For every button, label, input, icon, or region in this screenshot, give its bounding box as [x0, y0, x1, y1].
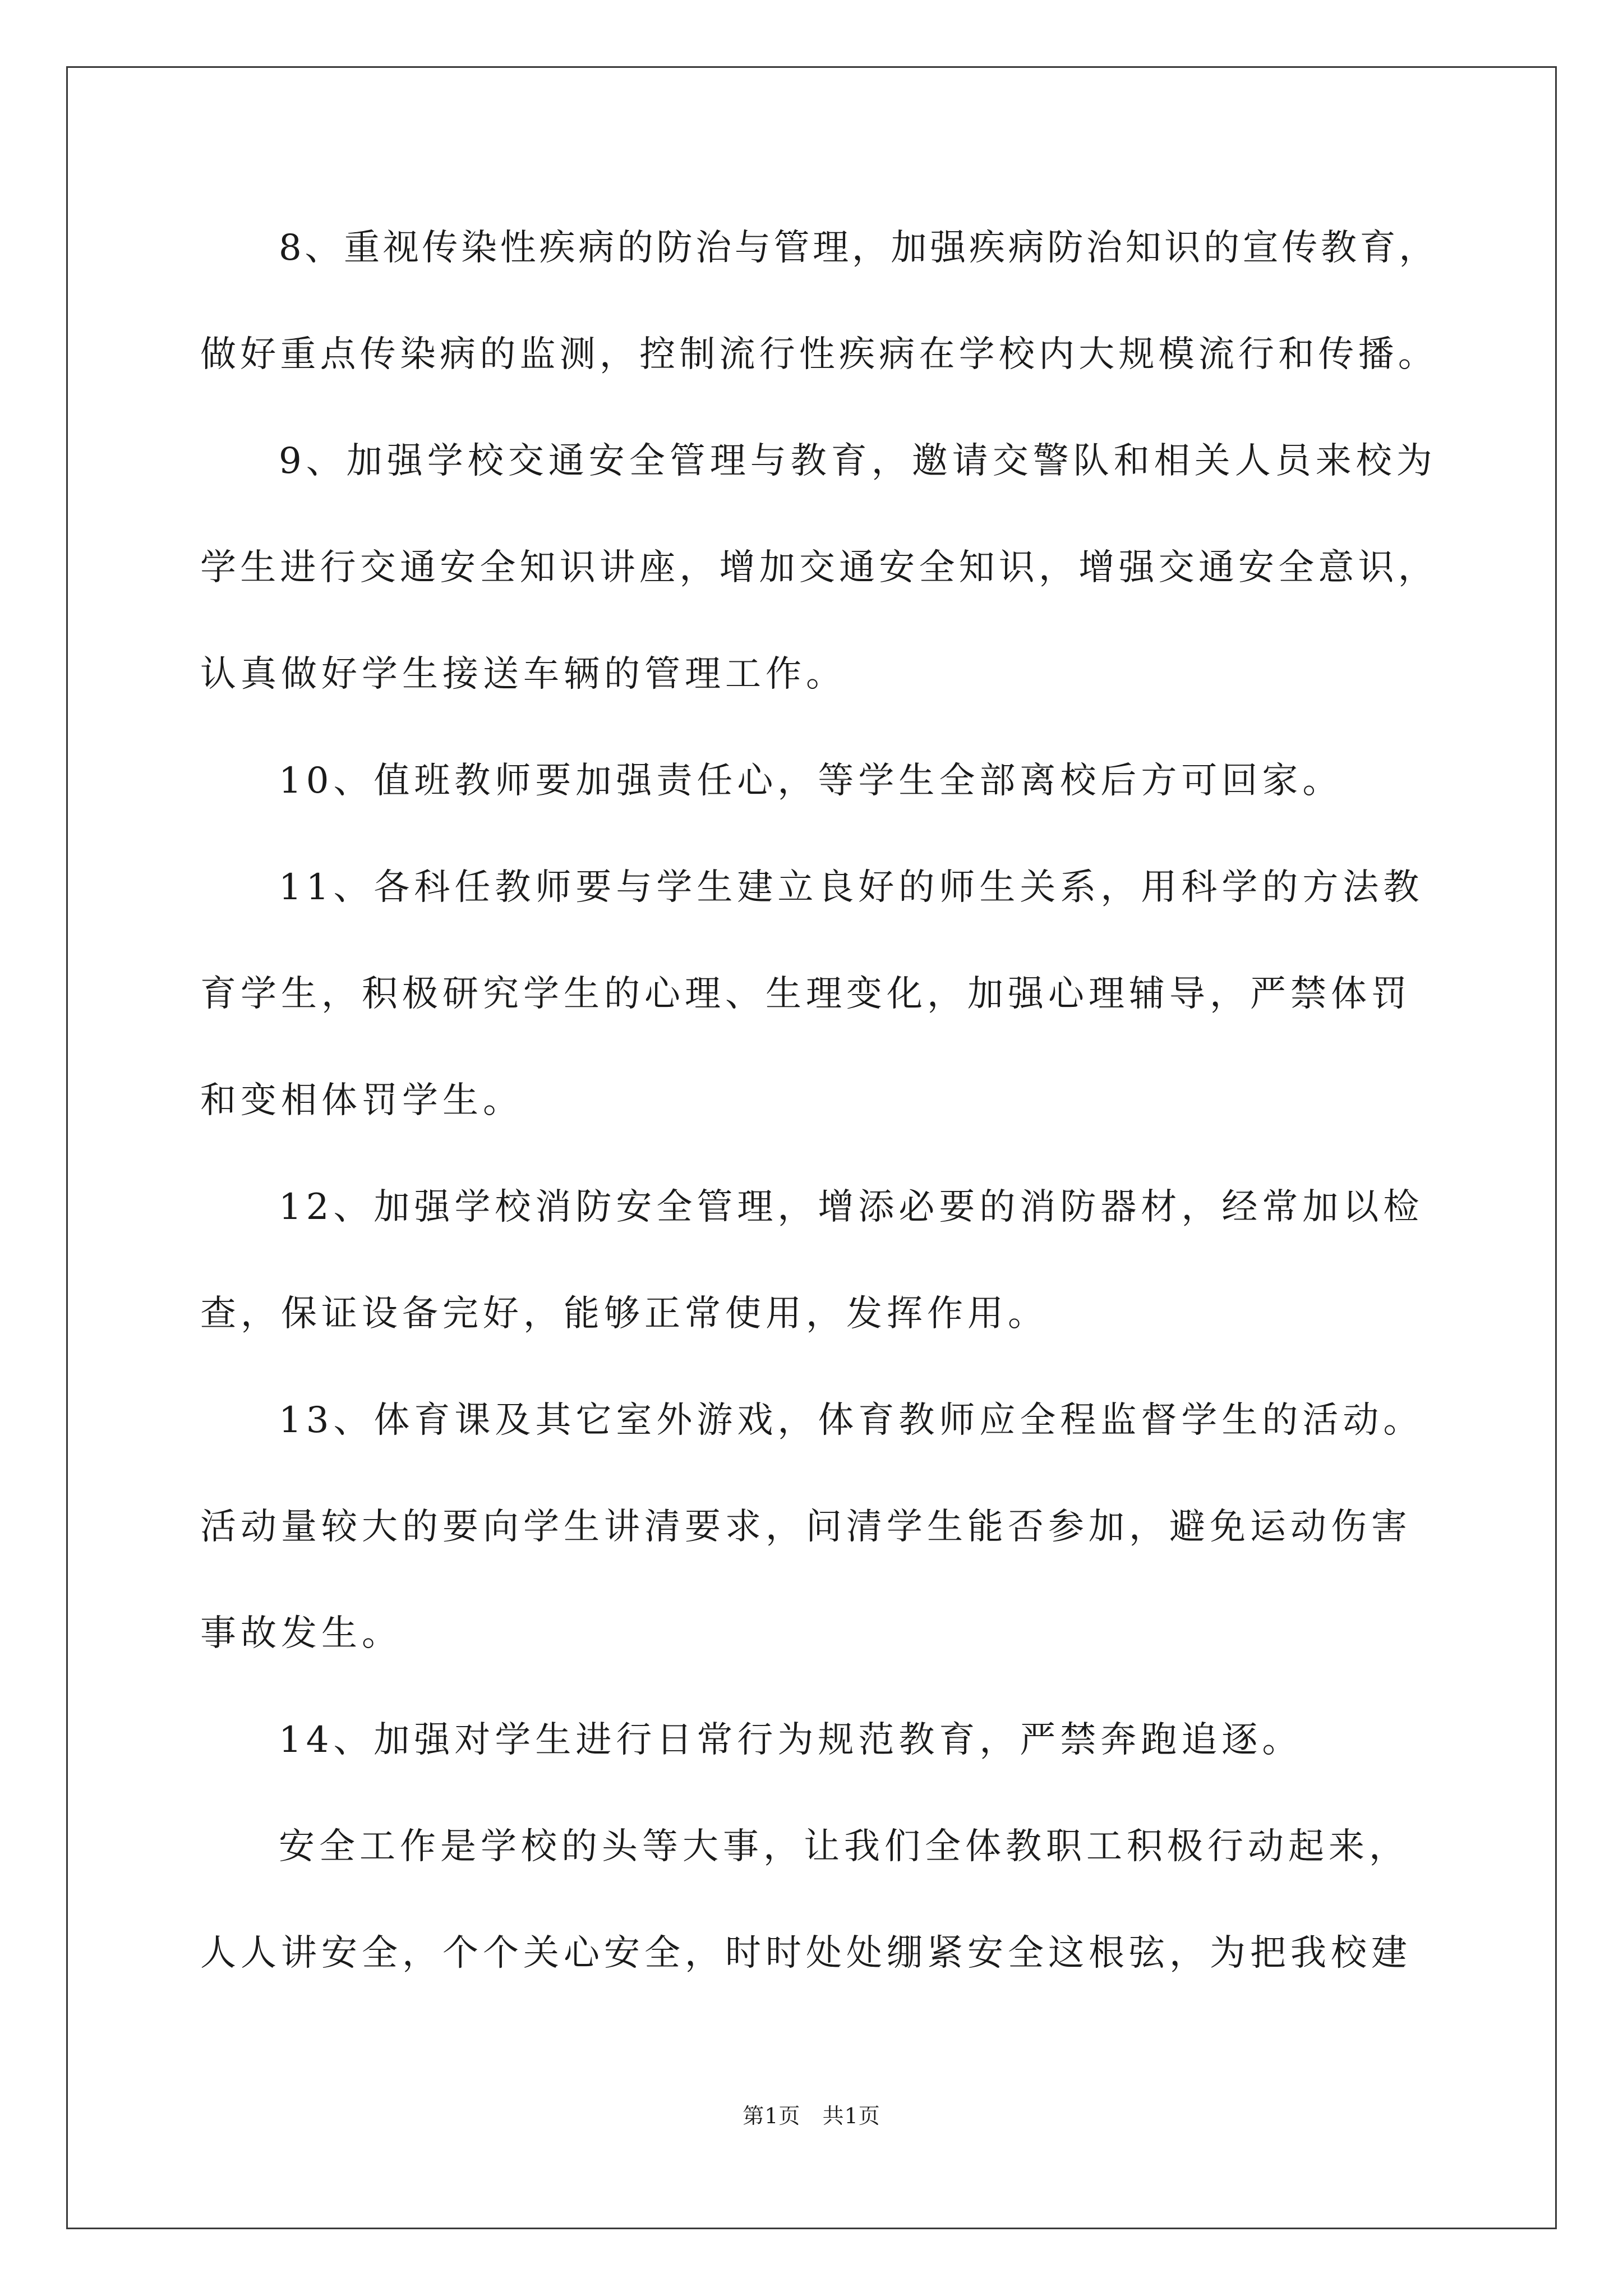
closing-paragraph-line-2: 人人讲安全，个个关心安全，时时处处绷紧安全这根弦，为把我校建: [200, 1932, 1412, 1974]
paragraph-9-line-1: 9、加强学校交通安全管理与教育，邀请交警队和相关人员来校为: [279, 440, 1437, 482]
page-number-footer: 第1页 共1页: [743, 2104, 880, 2128]
paragraph-11-line-1: 11、各科任教师要与学生建立良好的师生关系，用科学的方法教: [279, 867, 1424, 908]
paragraph-13-line-2: 活动量较大的要向学生讲清要求，问清学生能否参加，避免运动伤害: [200, 1506, 1412, 1548]
paragraph-11-line-3: 和变相体罚学生。: [200, 1080, 523, 1121]
closing-paragraph-line-1: 安全工作是学校的头等大事，让我们全体教职工积极行动起来，: [279, 1826, 1409, 1867]
paragraph-10-line-1: 10、值班教师要加强责任心，等学生全部离校后方可回家。: [279, 760, 1343, 802]
paragraph-13-line-3: 事故发生。: [200, 1613, 402, 1654]
paragraph-12-line-2: 查，保证设备完好，能够正常使用，发挥作用。: [200, 1293, 1048, 1335]
paragraph-14-line-1: 14、加强对学生进行日常行为规范教育，严禁奔跑追逐。: [279, 1719, 1303, 1761]
paragraph-12-line-1: 12、加强学校消防安全管理，增添必要的消防器材，经常加以检: [279, 1186, 1424, 1228]
paragraph-8-line-1: 8、重视传染性疾病的防治与管理，加强疾病防治知识的宣传教育，: [279, 227, 1438, 269]
paragraph-8-line-2: 做好重点传染病的监测，控制流行性疾病在学校内大规模流行和传播。: [200, 334, 1438, 375]
paragraph-13-line-1: 13、体育课及其它室外游戏，体育教师应全程监督学生的活动。: [279, 1400, 1424, 1441]
paragraph-9-line-2: 学生进行交通安全知识讲座，增加交通安全知识，增强交通安全意识，: [200, 547, 1438, 588]
paragraph-11-line-2: 育学生，积极研究学生的心理、生理变化，加强心理辅导，严禁体罚: [200, 973, 1412, 1015]
page-border: [66, 66, 1557, 2229]
paragraph-9-line-3: 认真做好学生接送车辆的管理工作。: [200, 654, 846, 695]
